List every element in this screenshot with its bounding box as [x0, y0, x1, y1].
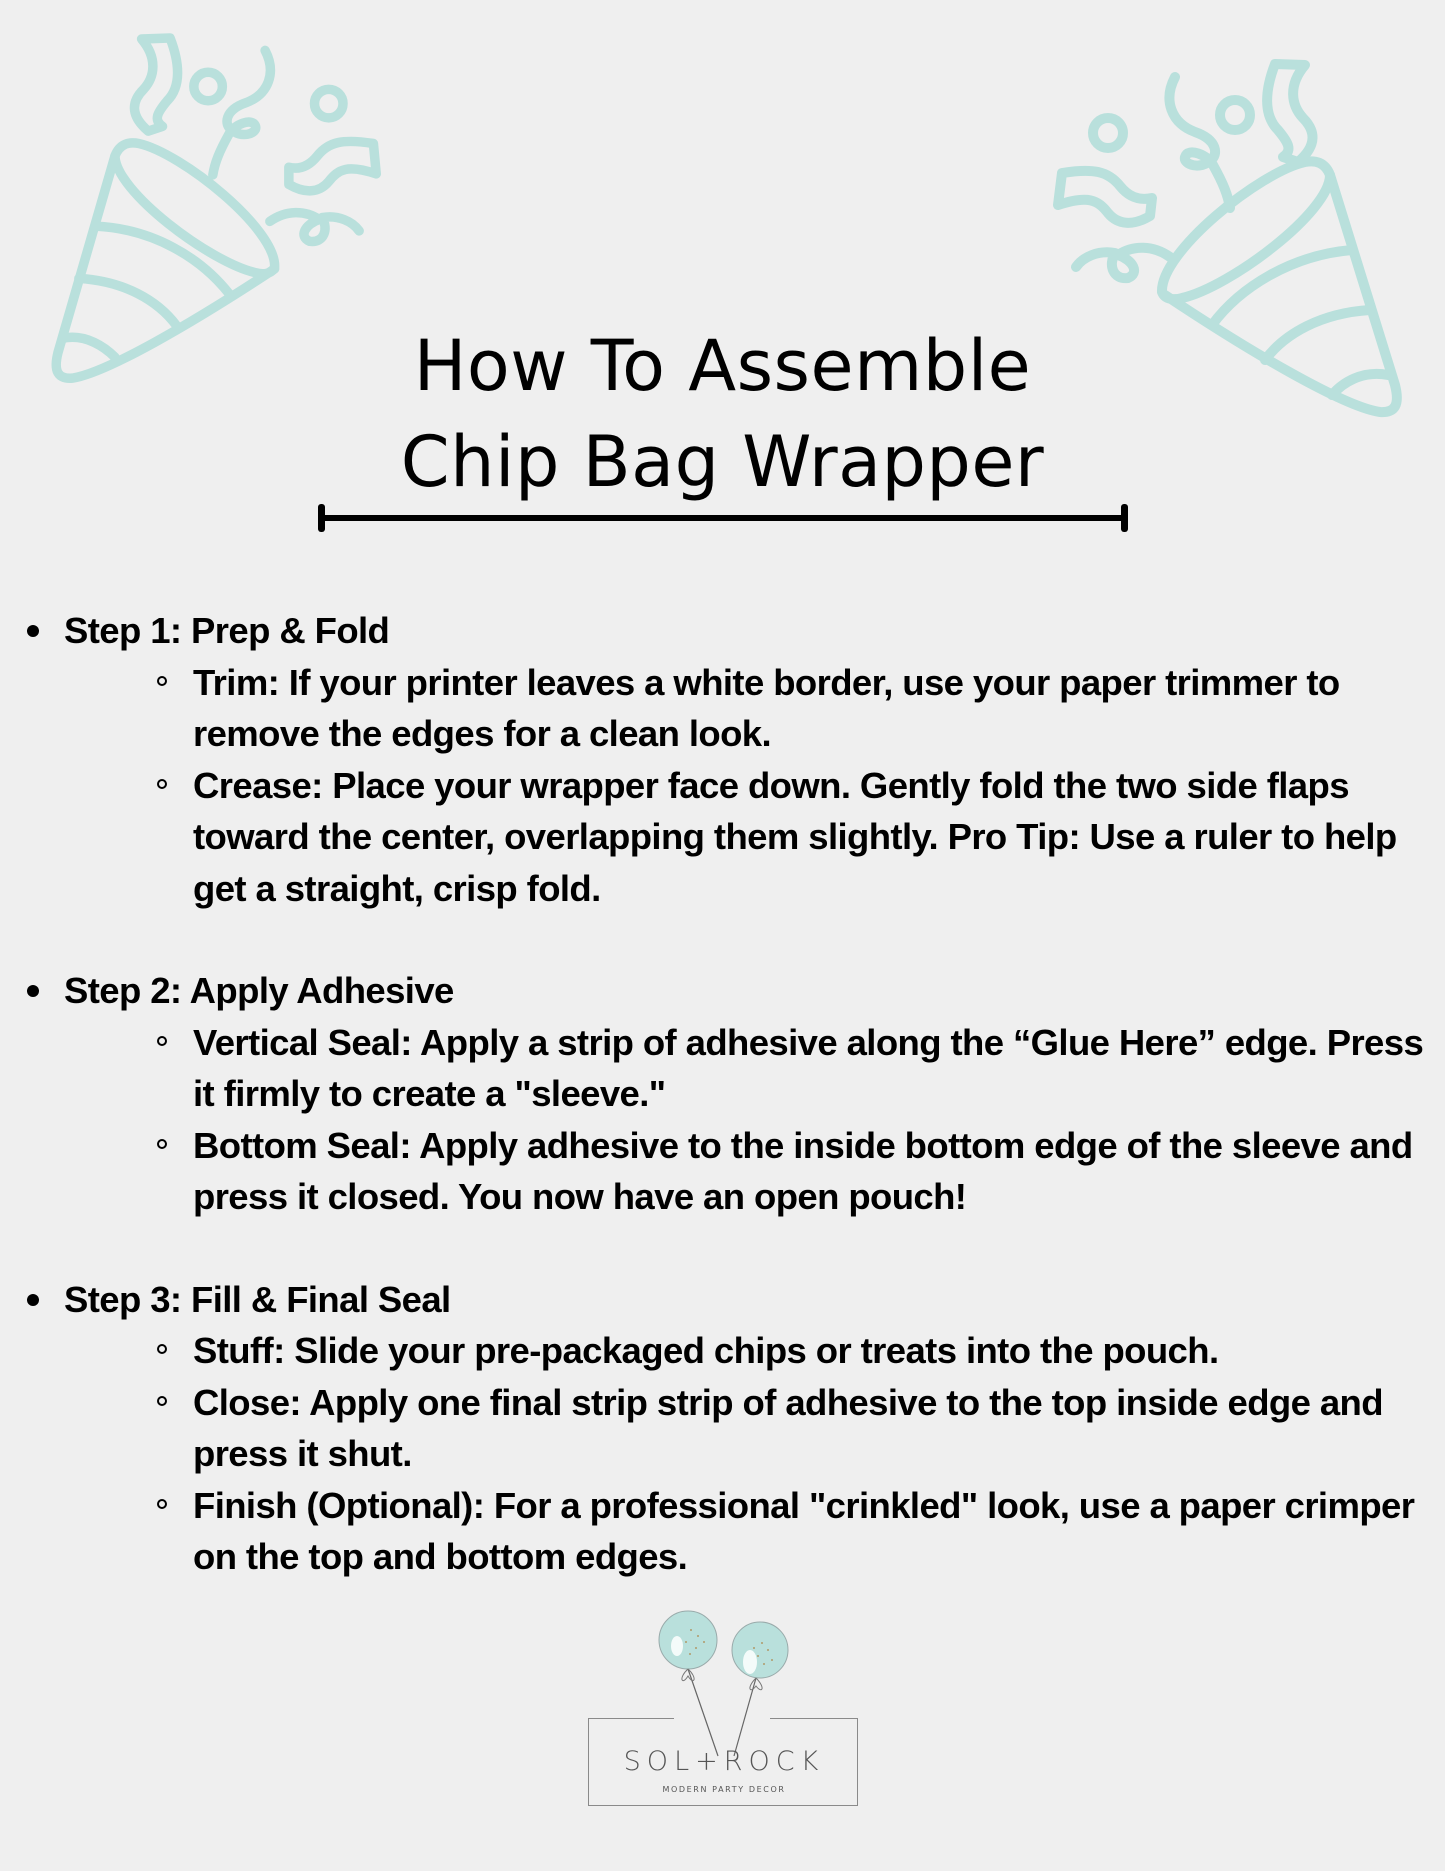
step-3	[0, 1274, 1440, 1583]
list-item	[64, 1120, 1440, 1223]
step-1	[0, 605, 1440, 914]
step-title: Step 2: Apply Adhesive	[64, 970, 454, 1011]
bullet-circle-icon	[157, 1344, 167, 1354]
divider-cap-left	[318, 504, 325, 532]
title-line-2: Chip Bag Wrapper	[400, 421, 1045, 503]
list-item-text: Trim: If your printer leaves a white border, use your paper trimmer to remove the edges for a clean look.	[193, 661, 1340, 754]
brand-logo	[586, 1598, 862, 1808]
list-item-text: Finish (Optional): For a professional "crinkled" look, use a paper crimper on the top and bottom edges.	[193, 1484, 1415, 1577]
title-divider	[318, 508, 1128, 528]
step-title: Step 1: Prep & Fold	[64, 610, 390, 651]
list-item-text: Vertical Seal: Apply a strip of adhesive along the “Glue Here” edge. Press it firmly to create a "sleeve."	[193, 1021, 1424, 1114]
list-item-text: Close: Apply one final strip strip of adhesive to the top inside edge and press it shut.	[193, 1381, 1383, 1474]
bullet-disc-icon	[27, 625, 39, 637]
bullet-circle-icon	[157, 779, 167, 789]
steps-list	[0, 605, 1440, 1634]
page-title	[0, 318, 1445, 510]
step-2	[0, 965, 1440, 1223]
bullet-circle-icon	[157, 1396, 167, 1406]
divider-bar	[318, 515, 1128, 521]
bullet-circle-icon	[157, 1139, 167, 1149]
divider-cap-right	[1121, 504, 1128, 532]
list-item	[64, 1017, 1440, 1120]
list-item	[64, 657, 1440, 760]
bullet-circle-icon	[157, 676, 167, 686]
bullet-circle-icon	[157, 1036, 167, 1046]
list-item-text: Bottom Seal: Apply adhesive to the inside bottom edge of the sleeve and press it closed. You now have an open pouch!	[193, 1124, 1413, 1217]
list-item-text: Stuff: Slide your pre-packaged chips or treats into the pouch.	[193, 1330, 1219, 1371]
list-item	[64, 1325, 1440, 1377]
list-item	[64, 1377, 1440, 1480]
list-item	[64, 1480, 1440, 1583]
title-line-1: How To Assemble	[413, 325, 1032, 407]
brand-tagline: MODERN PARTY DECOR	[662, 1785, 786, 1794]
step-title: Step 3: Fill & Final Seal	[64, 1278, 451, 1320]
bullet-circle-icon	[157, 1499, 167, 1509]
list-item	[64, 760, 1440, 915]
brand-name: SOL+ROCK	[623, 1746, 825, 1777]
list-item-text: Crease: Place your wrapper face down. Gently fold the two side flaps toward the center, overlapping them slightly. Pro Tip: Use a ruler to help get a straight, crisp fold.	[193, 764, 1397, 909]
bullet-disc-icon	[27, 985, 39, 997]
bullet-disc-icon	[27, 1294, 39, 1306]
